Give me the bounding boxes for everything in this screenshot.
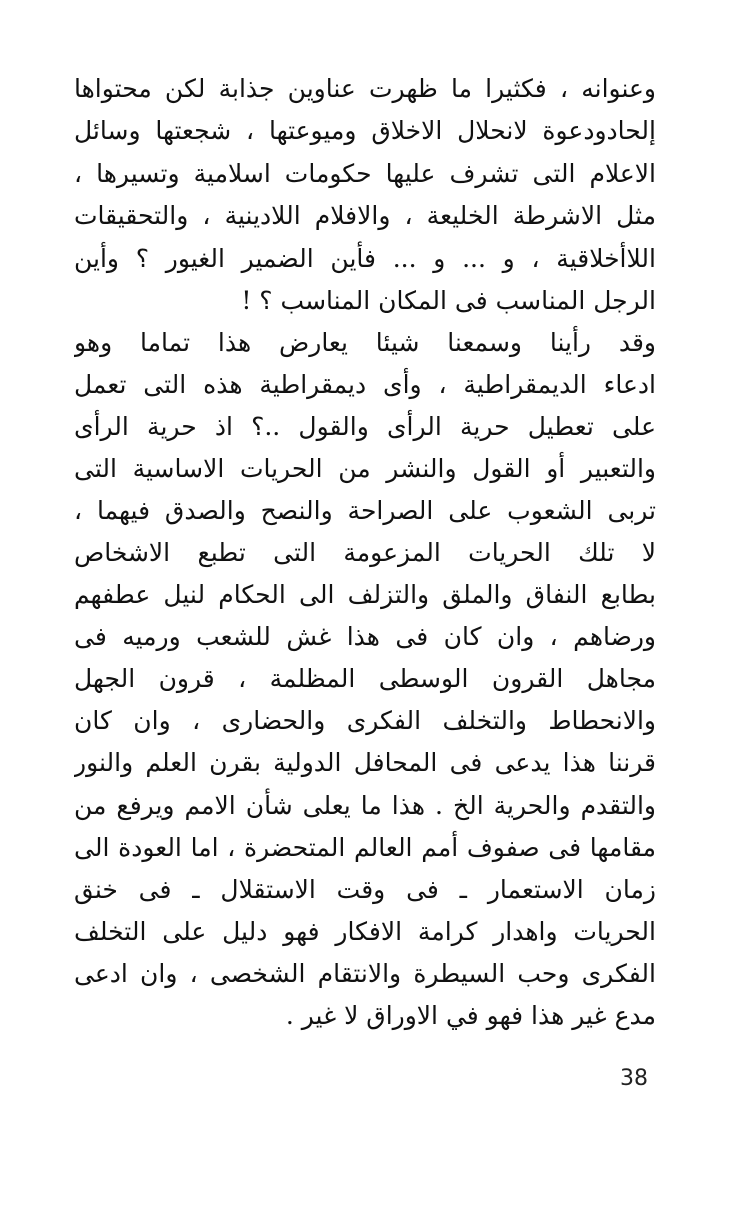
text-line: ادعاء الديمقراطية ، وأى ديمقراطية هذه التى تعمل	[74, 370, 656, 400]
text-line: مدع غير هذا فهو في الاوراق لا غير .	[285, 1000, 656, 1030]
text-line: وعنوانه ، فكثيرا ما ظهرت عناوين جذابة لكن محتواها	[74, 74, 656, 103]
text-line: تربى الشعوب على الصراحة والنصح والصدق فيهما ،	[74, 496, 656, 526]
text-line: والانحطاط والتخلف الفكرى والحضارى ، وان كان	[74, 706, 656, 736]
text-line: والتعبير أو القول والنشر من الحريات الاساسية التى	[74, 454, 656, 484]
text-line: على تعطيل حرية الرأى والقول ..؟ اذ حرية الرأى	[74, 412, 656, 442]
text-line: قرننا هذا يدعى فى المحافل الدولية بقرن العلم والنور	[74, 748, 656, 778]
paragraph-2	[74, 322, 656, 1037]
text-line: والتقدم والحرية الخ . هذا ما يعلى شأن الامم ويرفع من	[74, 790, 656, 820]
paragraph-1	[74, 68, 656, 322]
text-line: الاعلام التى تشرف عليها حكومات اسلامية وتسيرها ،	[74, 158, 656, 188]
text-line: ورضاهم ، وان كان فى هذا غش للشعب ورميه فى	[74, 622, 656, 652]
text-line: مجاهل القرون الوسطى المظلمة ، قرون الجهل	[74, 664, 656, 694]
text-line: اللاأخلاقية ، و ... و ... فأين الضمير الغيور ؟ وأين	[74, 243, 656, 273]
text-line: إلحادودعوة لانحلال الاخلاق وميوعتها ، شجعتها وسائل	[74, 116, 656, 146]
text-line: الفكرى وحب السيطرة والانتقام الشخصى ، وان ادعى	[74, 958, 656, 988]
text-line: الرجل المناسب فى المكان المناسب ؟ !	[241, 285, 656, 315]
text-line: لا تلك الحريات المزعومة التى تطبع الاشخاص	[74, 538, 656, 568]
text-line: وقد رأينا وسمعنا شيئا يعارض هذا تماما وهو	[74, 328, 656, 357]
text-line: الحريات واهدار كرامة الافكار فهو دليل على التخلف	[74, 916, 656, 946]
text-line: بطابع النفاق والملق والتزلف الى الحكام لنيل عطفهم	[74, 580, 656, 610]
text-line: زمان الاستعمار ـ فى وقت الاستقلال ـ فى خنق	[74, 874, 656, 904]
text-line: مثل الاشرطة الخليعة ، والافلام اللادينية ، والتحقيقات	[74, 201, 656, 231]
page-number: 38	[620, 1066, 648, 1091]
text-line: مقامها فى صفوف أمم العالم المتحضرة ، اما العودة الى	[74, 832, 656, 862]
